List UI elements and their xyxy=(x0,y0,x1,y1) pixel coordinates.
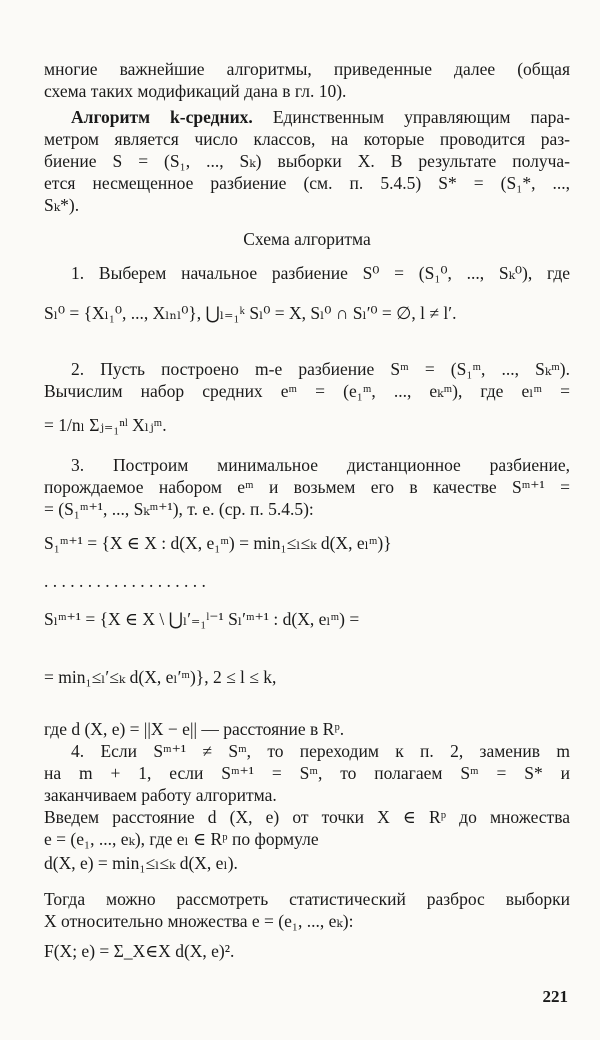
step-4-line: заканчиваем работу алгоритма. xyxy=(44,785,277,805)
text-line: многие важнейшие алгоритмы, приведенные далее (общая xyxy=(44,59,570,79)
text-line: ется несмещенное разбиение (см. п. 5.4.5) S* = (S₁*, ..., xyxy=(44,173,570,193)
algorithm-heading: Алгоритм k-средних. xyxy=(71,107,253,127)
step-3-line: порождаемое набором eᵐ и возьмем его в качестве Sᵐ⁺¹ = xyxy=(44,477,570,497)
equation-5: F(X; e) = Σ_X∈X d(X, e)². xyxy=(44,941,235,961)
step-2-line: Вычислим набор средних eᵐ = (e₁ᵐ, ..., eₖᵐ), где eₗᵐ = xyxy=(44,381,570,401)
equation-2: Sₗᵐ⁺¹ = {X ∈ X \ ⋃ₗ′₌₁ˡ⁻¹ Sₗ′ᵐ⁺¹ : d(X, eₗᵐ) = xyxy=(44,609,360,629)
text-line: Sₖ*). xyxy=(44,195,80,215)
equation-1: S₁ᵐ⁺¹ = {X ∈ X : d(X, e₁ᵐ) = min₁≤ₗ≤ₖ d(X, eₗᵐ)} xyxy=(44,533,392,553)
text-line: e = (e₁, ..., eₖ), где eₗ ∈ Rᵖ по формуле xyxy=(44,829,319,849)
step-3-line: = (S₁ᵐ⁺¹, ..., Sₖᵐ⁺¹), т. е. (ср. п. 5.4.5): xyxy=(44,499,314,519)
step-1-line: 1. Выберем начальное разбиение S⁰ = (S₁⁰, ..., Sₖ⁰), где xyxy=(71,263,570,283)
text-line: где d (X, e) = ||X − e|| — расстояние в Rᵖ. xyxy=(44,719,345,739)
text-span: Единственным управляющим пара- xyxy=(272,107,570,127)
dots-row: . . . . . . . . . . . . . . . . . . . xyxy=(44,571,206,591)
text-line: X относительно множества e = (e₁, ..., eₖ): xyxy=(44,911,354,931)
text-line: Тогда можно рассмотреть статистический разброс выборки xyxy=(44,889,570,909)
step-4-line: на m + 1, если Sᵐ⁺¹ = Sᵐ, то полагаем Sᵐ = S* и xyxy=(44,763,570,783)
algorithm-heading-line xyxy=(44,106,570,129)
step-3-line: 3. Построим минимальное дистанционное разбиение, xyxy=(71,455,570,475)
section-title: Схема алгоритма xyxy=(243,229,371,249)
step-1-formula: Sₗ⁰ = {Xₗ₁⁰, ..., Xₗₙₗ⁰}, ⋃ₗ₌₁ᵏ Sₗ⁰ = X, Sₗ⁰ ∩ Sₗ′⁰ = ∅, l ≠ l′. xyxy=(44,303,457,323)
step-2-line: 2. Пусть построено m-е разбиение Sᵐ = (S₁ᵐ, ..., Sₖᵐ). xyxy=(71,359,570,379)
page-number: 221 xyxy=(542,987,568,1006)
text-line: Введем расстояние d (X, e) от точки X ∈ Rᵖ до множества xyxy=(44,807,570,827)
equation-3: = min₁≤ₗ′≤ₖ d(X, eₗ′ᵐ)}, 2 ≤ l ≤ k, xyxy=(44,667,277,687)
text-line: биение S = (S₁, ..., Sₖ) выборки X. В результате получа- xyxy=(44,151,570,171)
text-line: схема таких модификаций дана в гл. 10). xyxy=(44,81,347,101)
step-2-formula: = 1/nₗ Σⱼ₌₁ⁿˡ Xₗⱼᵐ. xyxy=(44,415,167,435)
text-line: метром является число классов, на которые проводится раз- xyxy=(44,129,570,149)
equation-4: d(X, e) = min₁≤ₗ≤ₖ d(X, eₗ). xyxy=(44,853,238,873)
step-4-line: 4. Если Sᵐ⁺¹ ≠ Sᵐ, то переходим к п. 2, заменив m xyxy=(71,741,570,761)
